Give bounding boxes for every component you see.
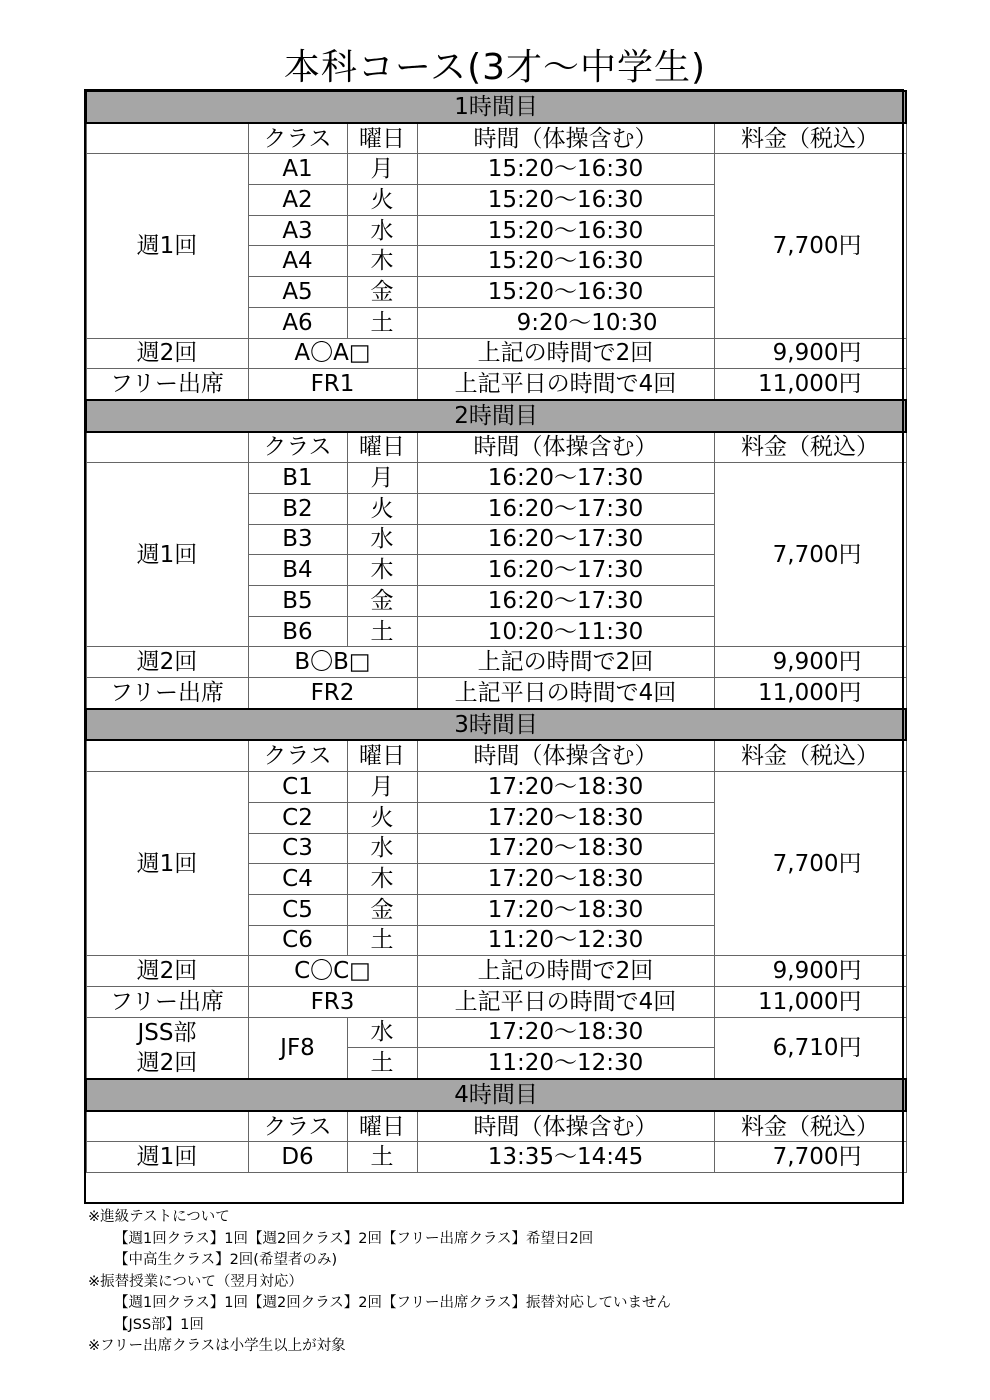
weekday: 木 — [347, 555, 417, 586]
class-code: A4 — [248, 246, 347, 277]
table-row — [86, 772, 906, 803]
period-header — [86, 400, 906, 432]
time-range: 上記平日の時間で4回 — [417, 986, 714, 1017]
column-header-row — [86, 740, 906, 771]
free-row — [86, 369, 906, 400]
table-row — [86, 1142, 906, 1173]
time-range: 上記平日の時間で4回 — [417, 678, 714, 709]
weekday: 土 — [347, 925, 417, 956]
time-range: 17:20～18:30 — [417, 833, 714, 864]
header-price: 料金（税込） — [714, 740, 906, 771]
frequency-label: 週2回 — [86, 647, 248, 678]
class-code: A〇A□ — [248, 338, 417, 369]
time-range: 11:20～12:30 — [417, 1048, 714, 1079]
weekday: 月 — [347, 154, 417, 185]
weekday: 火 — [347, 802, 417, 833]
time-range: 10:20～11:30 — [417, 616, 714, 647]
time-range: 16:20～17:30 — [417, 586, 714, 617]
weekly2-row — [86, 647, 906, 678]
period-label: 2時間目 — [86, 400, 906, 432]
jss-label-line1: JSS部 — [137, 1019, 197, 1046]
period-label: 4時間目 — [86, 1079, 906, 1111]
weekday: 木 — [347, 246, 417, 277]
weekday: 金 — [347, 894, 417, 925]
price: 9,900円 — [714, 338, 906, 369]
price: 7,700円 — [714, 1142, 906, 1173]
weekday: 水 — [347, 833, 417, 864]
class-code: B4 — [248, 555, 347, 586]
header-class: クラス — [248, 432, 347, 463]
free-row — [86, 986, 906, 1017]
time-range: 17:20～18:30 — [417, 772, 714, 803]
notes — [88, 1207, 671, 1358]
period-header — [86, 709, 906, 741]
class-code: A3 — [248, 215, 347, 246]
time-range: 15:20～16:30 — [417, 277, 714, 308]
class-code: C1 — [248, 772, 347, 803]
time-range: 15:20～16:30 — [417, 154, 714, 185]
note-line: 【JSS部】1回 — [114, 1316, 204, 1333]
frequency-label: 週1回 — [86, 772, 248, 956]
weekday: 金 — [347, 586, 417, 617]
header-class: クラス — [248, 740, 347, 771]
class-code: C4 — [248, 864, 347, 895]
frequency-label: 週1回 — [86, 1142, 248, 1173]
class-code: C〇C□ — [248, 956, 417, 987]
weekday: 土 — [347, 307, 417, 338]
header-day: 曜日 — [347, 123, 417, 154]
column-header-row — [86, 123, 906, 154]
free-row — [86, 678, 906, 709]
class-code: C6 — [248, 925, 347, 956]
time-range: 上記平日の時間で4回 — [417, 369, 714, 400]
price: 7,700円 — [714, 154, 906, 338]
time-range: 16:20～17:30 — [417, 463, 714, 494]
note-line: ※進級テストについて — [88, 1209, 230, 1225]
time-range: 17:20～18:30 — [417, 802, 714, 833]
period-header — [86, 91, 906, 123]
time-range: 16:20～17:30 — [417, 555, 714, 586]
header-price: 料金（税込） — [714, 432, 906, 463]
price: 9,900円 — [714, 956, 906, 987]
header-day: 曜日 — [347, 740, 417, 771]
note-line: ※フリー出席クラスは小学生以上が対象 — [88, 1338, 346, 1354]
class-code: A2 — [248, 185, 347, 216]
class-code: FR3 — [248, 986, 417, 1017]
column-header-row — [86, 432, 906, 463]
header-day: 曜日 — [347, 1111, 417, 1142]
time-range: 17:20～18:30 — [417, 864, 714, 895]
price: 9,900円 — [714, 647, 906, 678]
price: 7,700円 — [714, 772, 906, 956]
frequency-label: フリー出席 — [86, 678, 248, 709]
time-range: 17:20～18:30 — [417, 894, 714, 925]
class-code: A6 — [248, 307, 347, 338]
time-range: 16:20～17:30 — [417, 493, 714, 524]
jss-row — [86, 1017, 906, 1048]
weekday: 火 — [347, 185, 417, 216]
time-range: 13:35～14:45 — [417, 1142, 714, 1173]
class-code: B6 — [248, 616, 347, 647]
note-line: 【週1回クラス】1回【週2回クラス】2回【フリー出席クラス】振替対応していません — [114, 1295, 672, 1311]
note-line: 【中高生クラス】2回(希望者のみ) — [114, 1252, 338, 1268]
header-class: クラス — [248, 123, 347, 154]
weekday: 土 — [347, 1048, 417, 1079]
class-code: B2 — [248, 493, 347, 524]
header-price: 料金（税込） — [714, 123, 906, 154]
header-day: 曜日 — [347, 432, 417, 463]
schedule-table — [85, 90, 907, 1173]
time-range: 16:20～17:30 — [417, 524, 714, 555]
header-time: 時間（体操含む） — [417, 740, 714, 771]
price: 11,000円 — [714, 678, 906, 709]
table-row — [86, 463, 906, 494]
weekly2-row — [86, 338, 906, 369]
weekday: 月 — [347, 772, 417, 803]
weekday: 木 — [347, 864, 417, 895]
time-range: 15:20～16:30 — [417, 185, 714, 216]
weekday: 水 — [347, 1017, 417, 1048]
period-label: 1時間目 — [86, 91, 906, 123]
frequency-label: 週2回 — [86, 338, 248, 369]
class-code: A5 — [248, 277, 347, 308]
class-code: C2 — [248, 802, 347, 833]
frequency-label: 週1回 — [86, 154, 248, 338]
class-code: JF8 — [248, 1017, 347, 1079]
class-code: B5 — [248, 586, 347, 617]
weekday: 火 — [347, 493, 417, 524]
class-code: C3 — [248, 833, 347, 864]
price: 6,710円 — [714, 1017, 906, 1079]
weekday: 土 — [347, 1142, 417, 1173]
class-code: B1 — [248, 463, 347, 494]
table-row — [86, 154, 906, 185]
class-code: D6 — [248, 1142, 347, 1173]
frequency-label: フリー出席 — [86, 986, 248, 1017]
page-title: 本科コース(3才～中学生) — [283, 47, 707, 88]
jss-label-line2: 週2回 — [136, 1049, 198, 1076]
period-label: 3時間目 — [86, 709, 906, 741]
time-range: 11:20～12:30 — [417, 925, 714, 956]
header-time: 時間（体操含む） — [417, 432, 714, 463]
price: 11,000円 — [714, 986, 906, 1017]
weekday: 月 — [347, 463, 417, 494]
class-code: FR1 — [248, 369, 417, 400]
note-line: ※振替授業について（翌月対応） — [88, 1273, 303, 1290]
price: 7,700円 — [714, 463, 906, 647]
time-range: 9:20～10:30 — [417, 307, 714, 338]
header-price: 料金（税込） — [714, 1111, 906, 1142]
note-line: 【週1回クラス】1回【週2回クラス】2回【フリー出席クラス】希望日2回 — [114, 1230, 594, 1247]
time-range: 17:20～18:30 — [417, 1017, 714, 1048]
class-code: FR2 — [248, 678, 417, 709]
column-header-row — [86, 1111, 906, 1142]
class-code: A1 — [248, 154, 347, 185]
header-time: 時間（体操含む） — [417, 123, 714, 154]
header-time: 時間（体操含む） — [417, 1111, 714, 1142]
class-code: C5 — [248, 894, 347, 925]
class-code: B〇B□ — [248, 647, 417, 678]
time-range: 上記の時間で2回 — [417, 956, 714, 987]
price: 11,000円 — [714, 369, 906, 400]
time-range: 15:20～16:30 — [417, 246, 714, 277]
time-range: 上記の時間で2回 — [417, 647, 714, 678]
weekday: 水 — [347, 215, 417, 246]
time-range: 上記の時間で2回 — [417, 338, 714, 369]
weekly2-row — [86, 956, 906, 987]
class-code: B3 — [248, 524, 347, 555]
time-range: 15:20～16:30 — [417, 215, 714, 246]
weekday: 金 — [347, 277, 417, 308]
frequency-label: 週1回 — [86, 463, 248, 647]
jss-label — [86, 1017, 248, 1079]
weekday: 水 — [347, 524, 417, 555]
header-class: クラス — [248, 1111, 347, 1142]
frequency-label: フリー出席 — [86, 369, 248, 400]
period-header — [86, 1079, 906, 1111]
weekday: 土 — [347, 616, 417, 647]
frequency-label: 週2回 — [86, 956, 248, 987]
